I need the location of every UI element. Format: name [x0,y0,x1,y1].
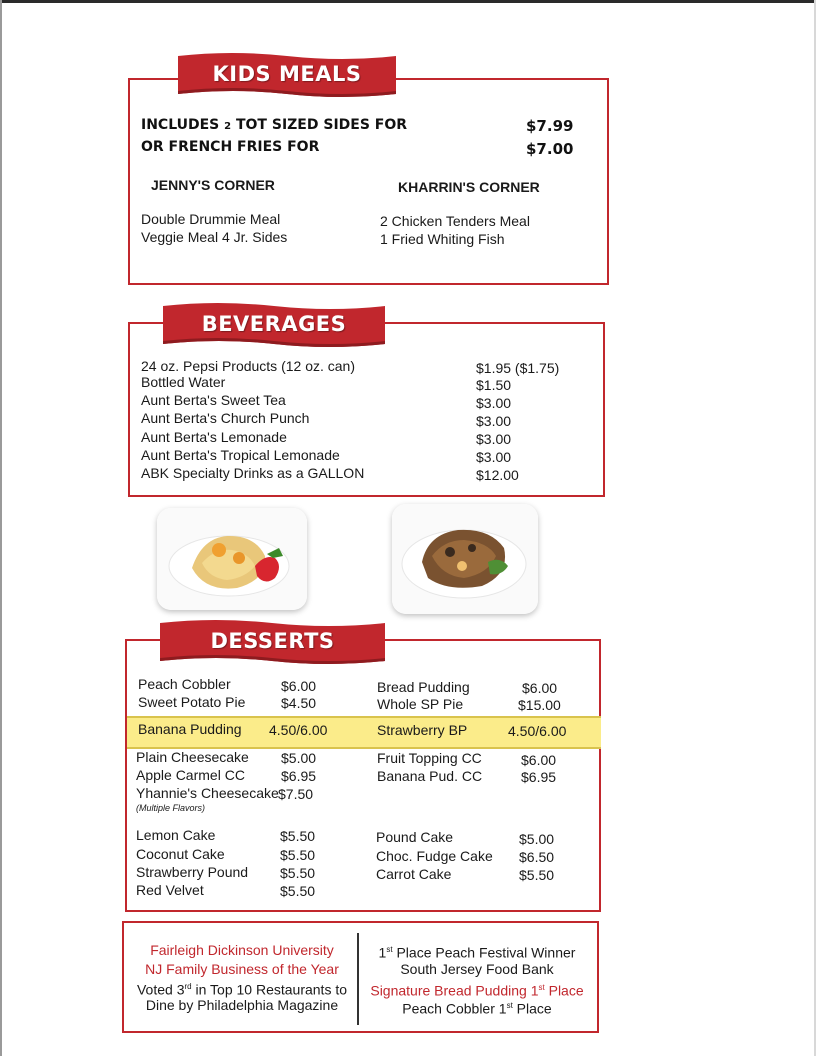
dessert-price: $6.50 [519,849,555,865]
beverage-name: Bottled Water [141,374,226,390]
kids-fries-line: OR FRENCH FRIES FOR [141,139,320,155]
peach-cobbler-photo [157,508,307,610]
beverage-price: $3.00 [476,449,512,465]
page-top-border [0,0,816,3]
dessert-price: $5.50 [280,883,316,899]
dessert-name: Strawberry Pound [136,864,249,880]
includes-label: INCLUDES [141,117,220,133]
dessert-price: $15.00 [518,697,561,713]
beverage-name: Aunt Berta's Sweet Tea [141,392,286,408]
dessert-name: Bread Pudding [377,679,470,695]
beverage-name: Aunt Berta's Lemonade [141,429,287,445]
kids-item: Veggie Meal 4 Jr. Sides [141,229,288,245]
beverage-price: $3.00 [476,431,512,447]
dessert-name: Yhannie's Cheesecake [136,785,279,801]
beverage-name: ABK Specialty Drinks as a GALLON [141,465,365,481]
dessert-price: $6.00 [281,678,317,694]
beverage-price: $12.00 [476,467,519,483]
dessert-price: $5.50 [280,865,316,881]
page-left-edge [0,0,2,1056]
dessert-name: Peach Cobbler [138,676,231,692]
dessert-name: Fruit Topping CC [377,750,482,766]
beverage-name: 24 oz. Pepsi Products (12 oz. can) [141,358,355,374]
desserts-banner [158,617,387,669]
dessert-price: $5.50 [280,847,316,863]
dessert-name: Apple Carmel CC [136,767,245,783]
multiple-flavors-note: (Multiple Flavors) [136,803,206,813]
kids-item: 2 Chicken Tenders Meal [380,213,530,229]
dessert-name: Carrot Cake [376,866,452,882]
dessert-price: $6.95 [521,769,557,785]
dessert-price: $5.00 [519,831,555,847]
dessert-price: 4.50/6.00 [508,723,567,739]
dessert-name: Lemon Cake [136,827,216,843]
award-peach-festival: 1st Place Peach Festival Winner [378,944,576,961]
dessert-name: Coconut Cake [136,846,225,862]
desserts-title: DESSERTS [210,629,335,653]
kharrins-corner-header: KHARRIN'S CORNER [398,179,540,195]
dessert-name: Choc. Fudge Cake [376,848,493,864]
dessert-price: $4.50 [281,695,317,711]
beverages-banner [161,300,387,352]
bread-pudding-photo [392,504,538,614]
kids-meals-banner [176,50,398,102]
kids-meals-title: KIDS MEALS [212,62,362,86]
kids-sides-line [141,116,407,136]
award-peach-cobbler: Peach Cobbler 1st Place [402,1000,552,1017]
beverage-price: $3.00 [476,395,512,411]
dessert-name: Plain Cheesecake [136,749,249,765]
dessert-price: $5.50 [519,867,555,883]
jennys-corner-header: JENNY'S CORNER [151,177,275,193]
dessert-name: Strawberry BP [377,722,468,738]
dessert-price: $7.50 [278,786,314,802]
beverage-price: $1.95 ($1.75) [476,360,560,376]
award-family-business: NJ Family Business of the Year [145,961,339,977]
award-philly-magazine: Dine by Philadelphia Magazine [145,997,339,1013]
dessert-price: 4.50/6.00 [269,722,328,738]
dessert-name: Banana Pud. CC [377,768,483,784]
dessert-price: $6.95 [281,768,317,784]
beverage-name: Aunt Berta's Tropical Lemonade [141,447,340,463]
dessert-price: $6.00 [521,752,557,768]
beverage-name: Aunt Berta's Church Punch [141,410,310,426]
kids-fries-price: $7.00 [526,140,574,158]
kids-sides-price: $7.99 [526,117,574,135]
award-bread-pudding: Signature Bread Pudding 1st Place [370,982,584,999]
kids-item: Double Drummie Meal [141,211,281,227]
award-fdu: Fairleigh Dickinson University [150,942,334,958]
dessert-price: $5.50 [280,828,316,844]
dessert-price: $6.00 [522,680,558,696]
dessert-price: $5.00 [281,750,317,766]
kids-item: 1 Fried Whiting Fish [380,231,505,247]
award-food-bank: South Jersey Food Bank [400,961,554,977]
beverage-price: $1.50 [476,377,512,393]
tot-sized-sides-label: TOT SIZED SIDES FOR [235,117,408,133]
dessert-name: Red Velvet [136,882,204,898]
award-voted-top10: Voted 3rd in Top 10 Restaurants to [136,981,348,998]
beverage-price: $3.00 [476,413,512,429]
sides-count: 2 [224,121,232,132]
dessert-name: Banana Pudding [138,721,242,737]
dessert-name: Whole SP Pie [377,696,464,712]
dessert-name: Sweet Potato Pie [138,694,246,710]
dessert-name: Pound Cake [376,829,454,845]
beverages-title: BEVERAGES [201,312,347,336]
